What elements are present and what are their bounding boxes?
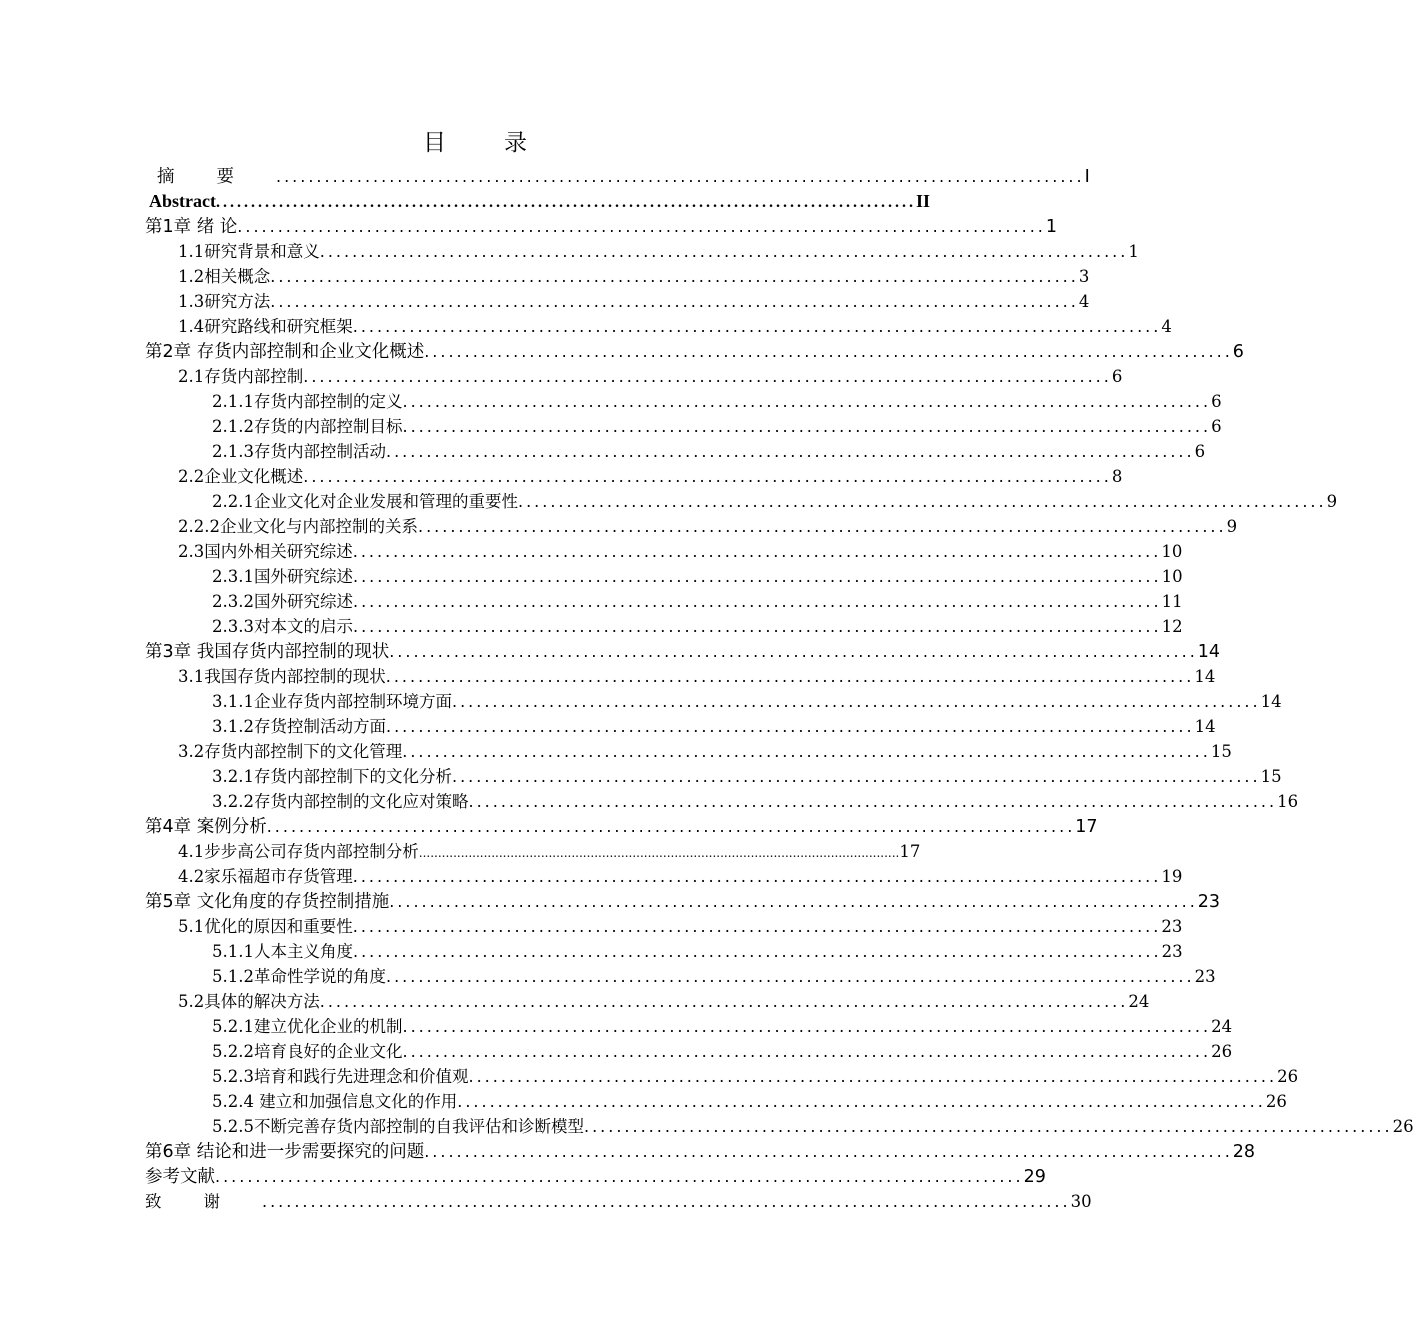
toc-entry-label: 第5章 文化角度的存货控制措施 <box>145 892 390 912</box>
toc-page-number: 9 <box>1326 492 1338 511</box>
toc-leader-dots: .................................................................................................... <box>451 767 1261 786</box>
toc-page-number: 9 <box>1226 517 1238 536</box>
toc-entry[interactable] <box>212 589 1183 614</box>
toc-page-number: II <box>915 191 930 211</box>
toc-entry[interactable] <box>178 914 1183 939</box>
toc-page-number: 1 <box>1128 242 1139 261</box>
toc-page-number: 3 <box>1078 267 1090 286</box>
toc-page-number: 29 <box>1023 1167 1046 1187</box>
toc-leader-dots: .................................................................................................... <box>352 617 1162 636</box>
toc-entry[interactable] <box>212 939 1183 964</box>
toc-leader-dots: .................................................................................................... <box>303 467 1112 486</box>
toc-leader-dots: .................................................................................................... <box>319 992 1129 1011</box>
toc-entry-label: 4.1步步高公司存货内部控制分析 <box>178 842 419 861</box>
toc-entry[interactable] <box>212 414 1222 439</box>
toc-entry[interactable] <box>178 989 1150 1014</box>
toc-entry-label: 3.1.1企业存货内部控制环境方面 <box>212 692 452 711</box>
toc-leader-dots: .................................................................................................... <box>402 1042 1212 1061</box>
toc-page-number: 23 <box>1161 942 1183 961</box>
toc-page-number: 4 <box>1161 317 1172 336</box>
toc-page-number: 11 <box>1161 592 1183 611</box>
toc-page-number: 10 <box>1161 567 1183 586</box>
toc-entry[interactable] <box>178 664 1216 689</box>
toc-entry-label: 1.2相关概念 <box>178 267 271 286</box>
toc-entry-label: 2.3.3对本文的启示 <box>212 617 353 636</box>
toc-leader-dots: .................................................................................................... <box>402 392 1212 411</box>
toc-entry[interactable] <box>178 864 1183 889</box>
toc-page-number: 14 <box>1197 642 1221 662</box>
toc-page-number: 8 <box>1111 467 1123 486</box>
toc-page-number: 6 <box>1211 417 1222 436</box>
toc-leader-dots: .................................................................................................... <box>385 442 1195 461</box>
toc-entry[interactable] <box>178 514 1238 539</box>
toc-entry[interactable] <box>212 1039 1233 1064</box>
toc-leader-dots: .............................................................................................................................. <box>418 846 900 860</box>
toc-entry[interactable] <box>149 189 930 214</box>
toc-page-number: 6 <box>1194 442 1206 461</box>
toc-entry-label: 第1章 绪 论 <box>145 217 238 237</box>
toc-leader-dots: .................................................................................................... <box>402 417 1212 436</box>
toc-entry-label: 3.2存货内部控制下的文化管理 <box>178 742 403 761</box>
toc-leader-dots: .................................................................................................... <box>468 1067 1278 1086</box>
toc-entry[interactable] <box>212 1089 1287 1114</box>
toc-entry-label: 2.1存货内部控制 <box>178 367 304 386</box>
toc-page-number: 26 <box>1277 1067 1299 1086</box>
toc-entry[interactable] <box>178 364 1123 389</box>
toc-entry[interactable] <box>178 539 1183 564</box>
toc-entry-label: 第4章 案例分析 <box>145 817 267 837</box>
toc-leader-dots: .................................................................................................... <box>468 792 1278 811</box>
toc-entry-label: 参考文献 <box>145 1167 215 1187</box>
toc-leader-dots: .................................................................................................... <box>262 1192 1071 1211</box>
toc-entry-label: 5.1.1人本主义角度 <box>212 942 353 961</box>
toc-page-number: 10 <box>1161 542 1183 561</box>
toc-entry[interactable] <box>178 839 921 864</box>
toc-entry-label: 2.3国内外相关研究综述 <box>178 542 353 561</box>
page-title: 目录 <box>423 130 585 156</box>
toc-page-number: 4 <box>1078 292 1090 311</box>
toc-leader-dots: .................................................................................................... <box>389 642 1198 661</box>
toc-entry-label: 3.2.1存货内部控制下的文化分析 <box>212 767 452 786</box>
toc-entry[interactable] <box>178 739 1232 764</box>
toc-leader-dots: .................................................................................................... <box>215 1167 1024 1186</box>
toc-entry-label: 第6章 结论和进一步需要探究的问题 <box>145 1142 425 1162</box>
toc-entry-label: 2.3.2国外研究综述 <box>212 592 353 611</box>
toc-page-number: 26 <box>1211 1042 1233 1061</box>
toc-entry[interactable] <box>178 464 1123 489</box>
toc-entry[interactable] <box>212 564 1183 589</box>
toc-leader-dots: .................................................................................................... <box>266 817 1076 836</box>
toc-page-number: I <box>1084 167 1090 187</box>
toc-entry-label: 5.2具体的解决方法 <box>178 992 320 1011</box>
toc-leader-dots: .................................................................................................... <box>352 317 1162 336</box>
toc-page-number: 12 <box>1161 617 1183 636</box>
toc-page-number: 23 <box>1197 892 1221 912</box>
toc-entry-label: 第2章 存货内部控制和企业文化概述 <box>145 342 425 362</box>
toc-page-number: 6 <box>1232 342 1244 362</box>
toc-entry-label: 5.2.2培育良好的企业文化 <box>212 1042 403 1061</box>
toc-page-number: 24 <box>1128 992 1150 1011</box>
toc-page-number: 16 <box>1277 792 1299 811</box>
toc-entry[interactable] <box>212 389 1222 414</box>
toc-page-number: 23 <box>1161 917 1183 936</box>
toc-entry-label: 5.1优化的原因和重要性 <box>178 917 353 936</box>
toc-entry-label: 2.2.2企业文化与内部控制的关系 <box>178 517 418 536</box>
toc-entry[interactable] <box>178 314 1172 339</box>
toc-entry-label: 致谢 <box>145 1192 262 1211</box>
toc-entry[interactable] <box>178 264 1090 289</box>
toc-page-number: 26 <box>1392 1117 1414 1136</box>
toc-leader-dots: .................................................................................................... <box>215 194 916 211</box>
toc-page-number: 30 <box>1070 1192 1092 1211</box>
toc-page-number: 19 <box>1161 867 1183 886</box>
toc-leader-dots: .................................................................................................... <box>402 742 1211 761</box>
toc-entry[interactable] <box>145 1164 1046 1189</box>
toc-entry[interactable] <box>157 164 1090 189</box>
toc-entry[interactable] <box>178 239 1139 264</box>
toc-page-number: 24 <box>1211 1017 1233 1036</box>
toc-entry[interactable] <box>145 639 1221 664</box>
toc-page-number: 23 <box>1194 967 1216 986</box>
toc-leader-dots: .................................................................................................... <box>424 1142 1233 1161</box>
toc-leader-dots: .................................................................................................... <box>389 892 1198 911</box>
toc-entry[interactable] <box>212 964 1216 989</box>
toc-entry[interactable] <box>212 714 1216 739</box>
toc-entry[interactable] <box>178 289 1090 314</box>
toc-page-number: 26 <box>1265 1092 1287 1111</box>
toc-leader-dots: .................................................................................................... <box>385 667 1195 686</box>
toc-entry-label: 2.3.1国外研究综述 <box>212 567 353 586</box>
toc-page-number: 1 <box>1045 217 1057 237</box>
toc-leader-dots: .................................................................................................... <box>237 217 1046 236</box>
toc-entry[interactable] <box>145 214 1057 239</box>
toc-entry[interactable] <box>145 889 1221 914</box>
toc-entry-label: 5.1.2革命性学说的角度 <box>212 967 386 986</box>
toc-entry-label: 2.2企业文化概述 <box>178 467 304 486</box>
toc-leader-dots: .................................................................................................... <box>352 567 1162 586</box>
toc-leader-dots: .................................................................................................... <box>352 592 1162 611</box>
toc-entry-label: 5.2.4 建立和加强信息文化的作用 <box>212 1092 458 1111</box>
toc-leader-dots: .................................................................................................... <box>270 292 1079 311</box>
toc-entry-label: 5.2.5不断完善存货内部控制的自我评估和诊断模型 <box>212 1117 584 1136</box>
toc-entry[interactable] <box>212 1064 1299 1089</box>
toc-page-number: 14 <box>1194 717 1216 736</box>
toc-entry-label: 1.4研究路线和研究框架 <box>178 317 353 336</box>
toc-entry-label: Abstract <box>149 191 216 211</box>
toc-entry-label: 4.2家乐福超市存货管理 <box>178 867 353 886</box>
toc-page-number: 6 <box>1111 367 1123 386</box>
toc-page-number: 14 <box>1194 667 1216 686</box>
toc-leader-dots: .................................................................................................... <box>402 1017 1212 1036</box>
toc-leader-dots: .................................................................................................... <box>270 267 1079 286</box>
toc-leader-dots: .................................................................................................... <box>352 917 1162 936</box>
toc-leader-dots: .................................................................................................... <box>276 167 1085 186</box>
toc-leader-dots: .................................................................................................... <box>319 242 1129 261</box>
toc-leader-dots: .................................................................................................... <box>424 342 1233 361</box>
toc-entry[interactable] <box>212 614 1183 639</box>
toc-entry[interactable] <box>212 764 1282 789</box>
toc-entry-label: 5.2.1建立优化企业的机制 <box>212 1017 403 1036</box>
toc-entry[interactable] <box>145 814 1098 839</box>
toc-entry-label: 2.1.3存货内部控制活动 <box>212 442 386 461</box>
toc-entry-label: 2.1.1存货内部控制的定义 <box>212 392 403 411</box>
toc-leader-dots: .................................................................................................... <box>385 967 1195 986</box>
toc-entry-label: 第3章 我国存货内部控制的现状 <box>145 642 390 662</box>
toc-entry-label: 1.1研究背景和意义 <box>178 242 320 261</box>
toc-page-number: 15 <box>1260 767 1282 786</box>
toc-leader-dots: .................................................................................................... <box>303 367 1112 386</box>
toc-leader-dots: .................................................................................................... <box>517 492 1327 511</box>
toc-entry-label: 1.3研究方法 <box>178 292 271 311</box>
toc-leader-dots: .................................................................................................... <box>417 517 1227 536</box>
toc-entry-label: 摘要 <box>157 167 276 187</box>
toc-leader-dots: .................................................................................................... <box>583 1117 1393 1136</box>
toc-page-number: 6 <box>1211 392 1222 411</box>
toc-leader-dots: .................................................................................................... <box>352 542 1162 561</box>
toc-entry-label: 3.1我国存货内部控制的现状 <box>178 667 386 686</box>
toc-leader-dots: .................................................................................................... <box>352 942 1162 961</box>
toc-leader-dots: .................................................................................................... <box>451 692 1261 711</box>
toc-entry[interactable] <box>212 1114 1414 1139</box>
toc-entry-label: 3.1.2存货控制活动方面 <box>212 717 386 736</box>
toc-entry-label: 2.2.1企业文化对企业发展和管理的重要性 <box>212 492 518 511</box>
toc-leader-dots: .................................................................................................... <box>385 717 1195 736</box>
toc-page-number: 17 <box>1075 817 1098 837</box>
toc-entry[interactable] <box>145 339 1244 364</box>
toc-leader-dots: .................................................................................................... <box>457 1092 1266 1111</box>
toc-page-number: 14 <box>1260 692 1282 711</box>
toc-leader-dots: .................................................................................................... <box>352 867 1162 886</box>
toc-entry[interactable] <box>145 1189 1092 1214</box>
toc-entry-label: 2.1.2存货的内部控制目标 <box>212 417 403 436</box>
toc-page-number: 17 <box>899 842 921 861</box>
toc-page-number: 28 <box>1232 1142 1256 1162</box>
toc-entry[interactable] <box>145 1139 1256 1164</box>
toc-entry[interactable] <box>212 789 1299 814</box>
toc-entry[interactable] <box>212 689 1282 714</box>
toc-entry-label: 3.2.2存货内部控制的文化应对策略 <box>212 792 469 811</box>
toc-entry[interactable] <box>212 1014 1233 1039</box>
toc-page-number: 15 <box>1210 742 1232 761</box>
toc-entry-label: 5.2.3培育和践行先进理念和价值观 <box>212 1067 469 1086</box>
toc-entry[interactable] <box>212 439 1206 464</box>
toc-entry[interactable] <box>212 489 1338 514</box>
